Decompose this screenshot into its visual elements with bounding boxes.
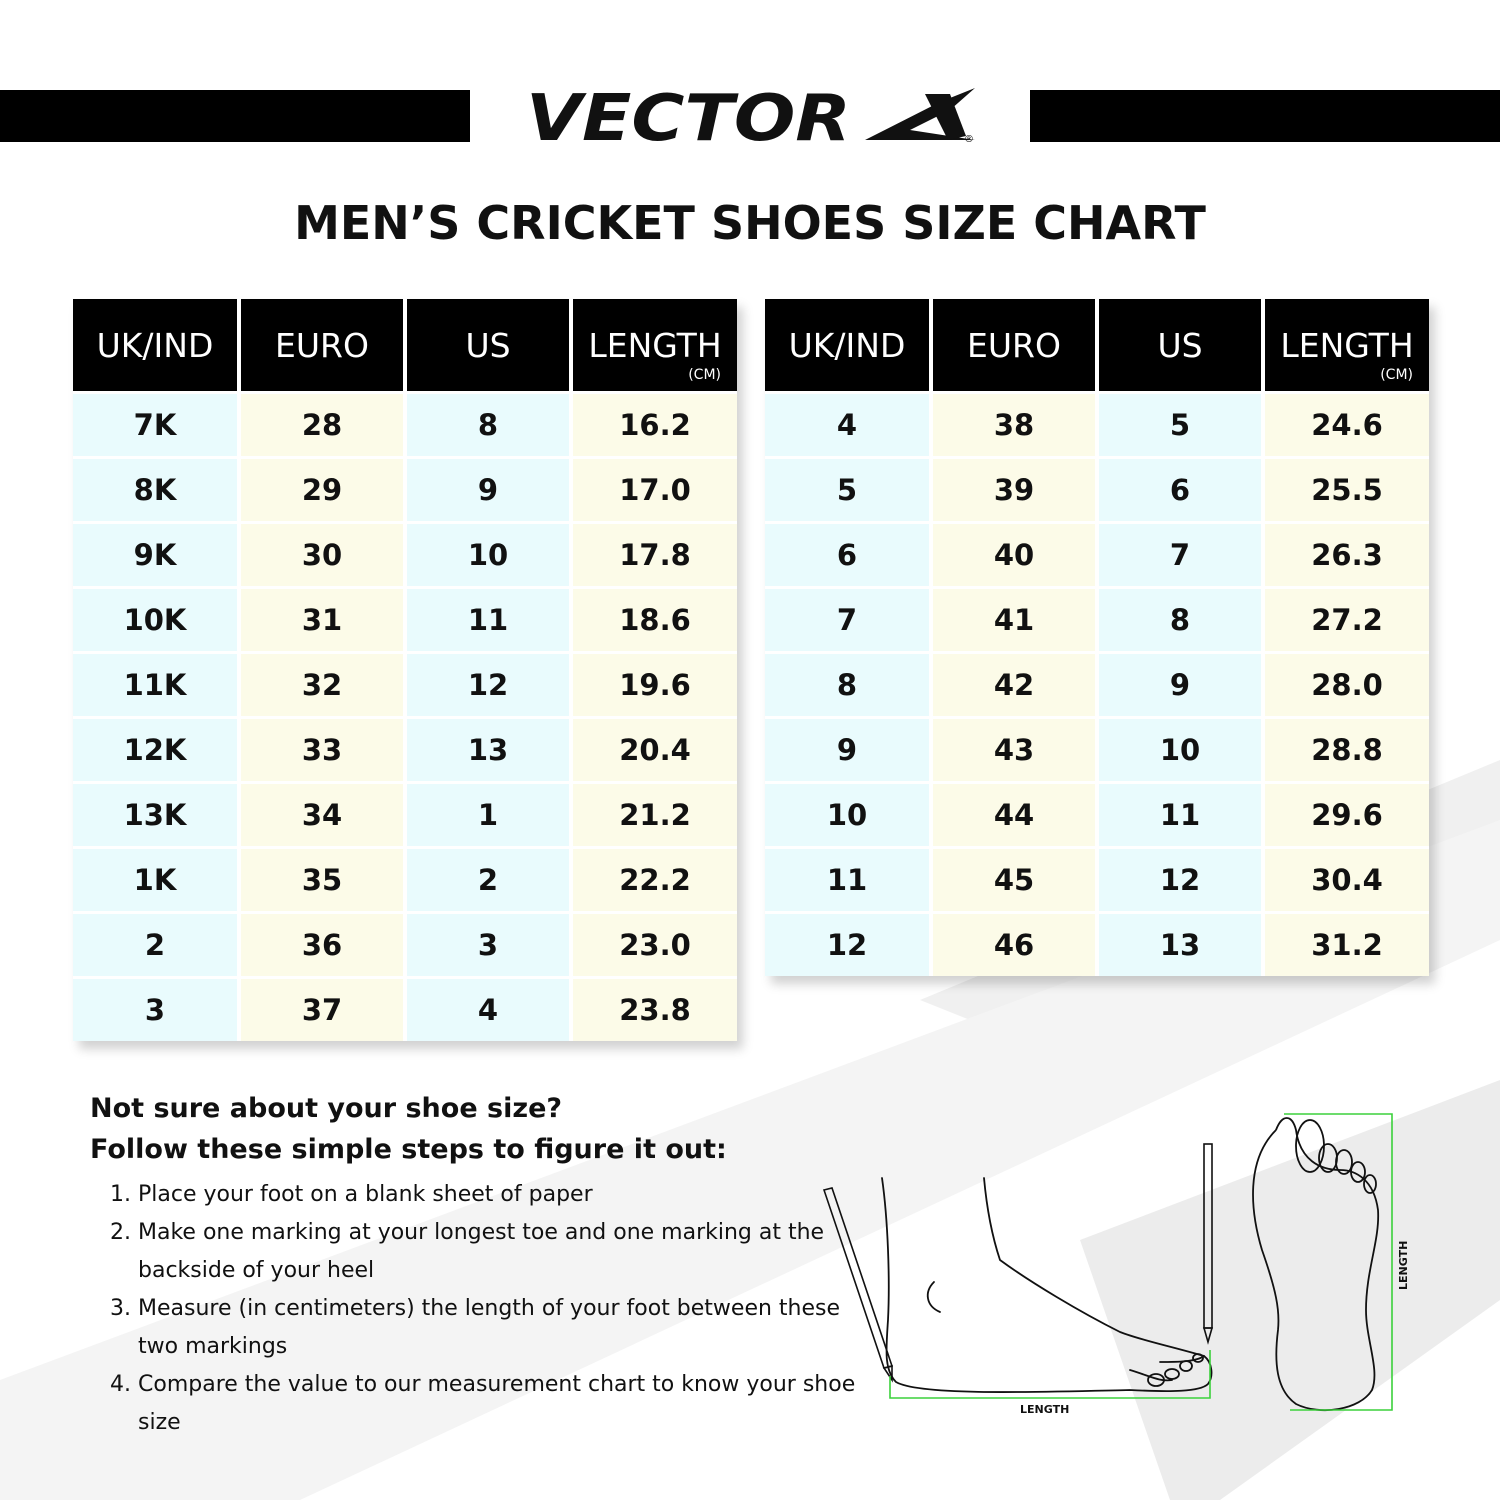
header-us: US (1097, 299, 1263, 393)
length-cell: 31.2 (1263, 913, 1429, 977)
euro-cell: 28 (239, 393, 405, 458)
euro-cell: 46 (931, 913, 1097, 977)
header-bar-right (1030, 90, 1500, 142)
uk-ind-cell: 2 (73, 913, 239, 978)
length-cell: 18.6 (571, 588, 737, 653)
page-title: MEN’S CRICKET SHOES SIZE CHART (294, 196, 1206, 250)
us-cell: 13 (405, 718, 571, 783)
uk-ind-cell: 6 (765, 523, 931, 588)
top-foot-outline-icon (1253, 1118, 1378, 1410)
pencil-toe-icon (1204, 1144, 1212, 1342)
table-row (73, 783, 737, 848)
uk-ind-cell: 10 (765, 783, 931, 848)
uk-ind-cell: 7 (765, 588, 931, 653)
length-cell: 28.8 (1263, 718, 1429, 783)
euro-cell: 42 (931, 653, 1097, 718)
us-cell: 8 (405, 393, 571, 458)
side-length-label: LENGTH (1020, 1403, 1070, 1416)
euro-cell: 40 (931, 523, 1097, 588)
table-row (765, 718, 1429, 783)
length-cell: 19.6 (571, 653, 737, 718)
side-foot-outline-icon (882, 1178, 1211, 1392)
us-cell: 11 (1097, 783, 1263, 848)
uk-ind-cell: 7K (73, 393, 239, 458)
size-table-right (765, 299, 1429, 976)
table-row (73, 523, 737, 588)
uk-ind-cell: 9K (73, 523, 239, 588)
uk-ind-cell: 11 (765, 848, 931, 913)
table-row (73, 588, 737, 653)
uk-ind-cell: 5 (765, 458, 931, 523)
table-row (73, 848, 737, 913)
table-row (73, 458, 737, 523)
header-length: LENGTH (CM) (1263, 299, 1429, 393)
header-euro: EURO (239, 299, 405, 393)
us-cell: 5 (1097, 393, 1263, 458)
length-cell: 22.2 (571, 848, 737, 913)
euro-cell: 33 (239, 718, 405, 783)
header-bar-left (0, 90, 470, 142)
length-cell: 30.4 (1263, 848, 1429, 913)
length-unit: (CM) (688, 367, 721, 383)
header-euro: EURO (931, 299, 1097, 393)
euro-cell: 45 (931, 848, 1097, 913)
table-row (765, 393, 1429, 458)
uk-ind-cell: 1K (73, 848, 239, 913)
euro-cell: 30 (239, 523, 405, 588)
euro-cell: 44 (931, 783, 1097, 848)
uk-ind-cell: 8K (73, 458, 239, 523)
length-cell: 17.8 (571, 523, 737, 588)
top-length-measure (1284, 1114, 1392, 1410)
length-cell: 25.5 (1263, 458, 1429, 523)
length-unit: (CM) (1380, 367, 1413, 383)
table-row (765, 523, 1429, 588)
brand-logo (470, 80, 1030, 152)
size-help-section (90, 1088, 858, 1442)
us-cell: 3 (405, 913, 571, 978)
length-cell: 23.8 (571, 978, 737, 1042)
length-cell: 26.3 (1263, 523, 1429, 588)
svg-text:®: ® (964, 134, 974, 145)
help-step: 1. Place your foot on a blank sheet of paper (138, 1176, 858, 1214)
header-us: US (405, 299, 571, 393)
table-row (765, 783, 1429, 848)
table-row (765, 588, 1429, 653)
us-cell: 4 (405, 978, 571, 1042)
length-cell: 28.0 (1263, 653, 1429, 718)
euro-cell: 35 (239, 848, 405, 913)
us-cell: 9 (1097, 653, 1263, 718)
us-cell: 13 (1097, 913, 1263, 977)
euro-cell: 37 (239, 978, 405, 1042)
help-steps (90, 1176, 858, 1442)
table-row (765, 458, 1429, 523)
top-length-label: LENGTH (1397, 1240, 1410, 1290)
us-cell: 10 (405, 523, 571, 588)
uk-ind-cell: 12K (73, 718, 239, 783)
length-cell: 20.4 (571, 718, 737, 783)
uk-ind-cell: 9 (765, 718, 931, 783)
uk-ind-cell: 12 (765, 913, 931, 977)
header-uk-ind: UK/IND (73, 299, 239, 393)
euro-cell: 38 (931, 393, 1097, 458)
uk-ind-cell: 10K (73, 588, 239, 653)
pencil-heel-icon (824, 1188, 892, 1380)
header-uk-ind: UK/IND (765, 299, 931, 393)
euro-cell: 32 (239, 653, 405, 718)
us-cell: 11 (405, 588, 571, 653)
table-row (73, 653, 737, 718)
size-table-left-body (73, 393, 737, 1042)
us-cell: 1 (405, 783, 571, 848)
table-row (73, 978, 737, 1042)
help-heading-2: Follow these simple steps to figure it out: (90, 1134, 727, 1165)
us-cell: 6 (1097, 458, 1263, 523)
help-step: 2. Make one marking at your longest toe and one marking at the backside of your heel (138, 1214, 858, 1290)
us-cell: 2 (405, 848, 571, 913)
uk-ind-cell: 13K (73, 783, 239, 848)
euro-cell: 29 (239, 458, 405, 523)
us-cell: 12 (1097, 848, 1263, 913)
uk-ind-cell: 4 (765, 393, 931, 458)
uk-ind-cell: 8 (765, 653, 931, 718)
length-cell: 24.6 (1263, 393, 1429, 458)
length-cell: 27.2 (1263, 588, 1429, 653)
euro-cell: 41 (931, 588, 1097, 653)
help-step: 3. Measure (in centimeters) the length of your foot between these two markings (138, 1290, 858, 1366)
us-cell: 8 (1097, 588, 1263, 653)
foot-measurement-illustration (800, 1100, 1420, 1440)
size-table-left (73, 299, 737, 1041)
uk-ind-cell: 3 (73, 978, 239, 1042)
svg-text:VECTOR: VECTOR (526, 82, 851, 152)
table-row (73, 393, 737, 458)
euro-cell: 39 (931, 458, 1097, 523)
uk-ind-cell: 11K (73, 653, 239, 718)
table-row (73, 913, 737, 978)
length-cell: 17.0 (571, 458, 737, 523)
us-cell: 9 (405, 458, 571, 523)
euro-cell: 34 (239, 783, 405, 848)
table-row (73, 718, 737, 783)
length-cell: 16.2 (571, 393, 737, 458)
euro-cell: 31 (239, 588, 405, 653)
us-cell: 7 (1097, 523, 1263, 588)
header-length: LENGTH (CM) (571, 299, 737, 393)
length-cell: 23.0 (571, 913, 737, 978)
size-table-right-body (765, 393, 1429, 977)
us-cell: 10 (1097, 718, 1263, 783)
length-cell: 21.2 (571, 783, 737, 848)
help-step: 4. Compare the value to our measurement chart to know your shoe size (138, 1366, 858, 1442)
euro-cell: 36 (239, 913, 405, 978)
euro-cell: 43 (931, 718, 1097, 783)
table-row (765, 848, 1429, 913)
us-cell: 12 (405, 653, 571, 718)
help-heading-1: Not sure about your shoe size? (90, 1093, 563, 1124)
length-cell: 29.6 (1263, 783, 1429, 848)
table-row (765, 653, 1429, 718)
table-row (765, 913, 1429, 977)
